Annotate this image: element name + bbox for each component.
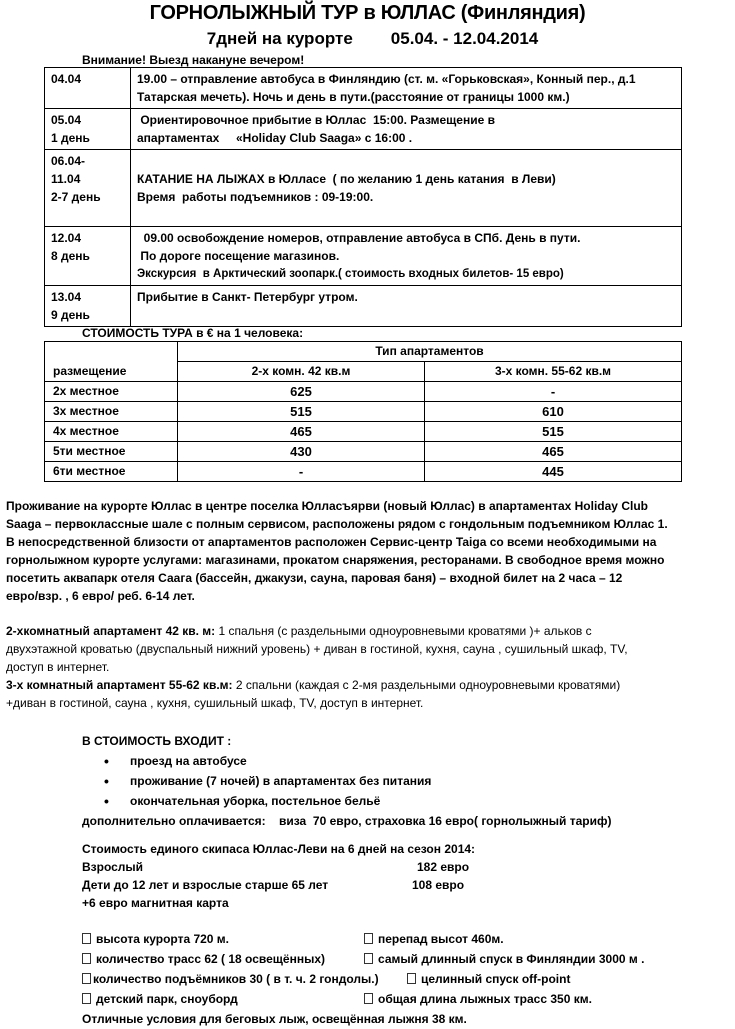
price-cell: 515	[425, 422, 682, 442]
fact-text: высота курорта 720 м.	[96, 932, 230, 946]
apt2-text: 1 спальня (с раздельными одноуровневыми кроватями )+ альков с	[215, 624, 592, 638]
fact-text: целинный спуск off-point	[421, 972, 571, 986]
checkbox-glyph-icon	[82, 993, 91, 1004]
itinerary-description	[131, 68, 682, 109]
row-header-label: размещение	[53, 364, 127, 378]
departure-warning: Внимание! Выезд накануне вечером!	[82, 53, 305, 67]
list-item: • проезд на автобусе	[82, 751, 611, 771]
checkbox-glyph-icon	[364, 953, 373, 964]
day-line: 2-7 день	[51, 190, 101, 204]
description-line: КАТАНИЕ НА ЛЫЖАХ в Юлласе ( по желанию 1 день катания в Леви)	[137, 172, 556, 186]
apt3-line	[6, 676, 726, 694]
skipass-title: Стоимость единого скипаса Юллас-Леви на 6 дней на сезон 2014:	[82, 842, 476, 856]
apt2-text: доступ в интернет.	[6, 660, 110, 674]
date-line: 05.04	[51, 113, 82, 127]
table-row	[45, 68, 682, 109]
description-line: 19.00 – отправление автобуса в Финляндию (ст. м. «Горьковская», Конный пер., д.1	[137, 72, 636, 86]
facts-row	[82, 989, 722, 1009]
extra-costs: дополнительно оплачивается: виза 70 евро, страховка 16 евро( горнолыжный тариф)	[82, 814, 612, 828]
column-header-label: 3-х комн. 55-62 кв.м	[494, 364, 612, 378]
facts-row	[82, 949, 722, 969]
apt3-text: 2 спальни (каждая с 2-мя раздельными одноуровневыми кроватями)	[232, 678, 621, 692]
checkbox-glyph-icon	[82, 973, 91, 984]
column-header	[425, 362, 682, 382]
price-cell: 445	[425, 462, 682, 482]
description-line: Прибытие в Санкт- Петербург утром.	[137, 290, 358, 304]
accommodation-paragraph	[6, 497, 726, 605]
apartments-description	[6, 622, 726, 712]
fact-text: перепад высот 460м.	[378, 932, 504, 946]
table-row	[45, 382, 682, 402]
row-header-cell	[45, 342, 178, 382]
price-cell: 515	[178, 402, 425, 422]
date-line: 06.04-	[51, 154, 86, 168]
description-line: Экскурсия в Арктический зоопарк.( стоимость входных билетов- 15 евро)	[137, 268, 564, 280]
price-caption: СТОИМОСТЬ ТУРА в € на 1 человека:	[82, 326, 304, 340]
resort-facts	[82, 929, 722, 1029]
child-price: 108 евро	[412, 878, 465, 892]
price-cell: 610	[425, 402, 682, 422]
fact-text: количество подъёмников 30 ( в т. ч. 2 гондолы.)	[93, 972, 379, 986]
checkbox-glyph-icon	[82, 933, 91, 944]
checkbox-glyph-icon	[407, 973, 416, 984]
table-row	[45, 150, 682, 227]
table-row	[45, 227, 682, 286]
row-label: 6ти местное	[45, 462, 178, 482]
table-header-row	[45, 342, 682, 362]
date-line: 04.04	[51, 72, 82, 86]
checkbox-glyph-icon	[82, 953, 91, 964]
group-header-cell	[178, 342, 682, 362]
fact-text: детский парк, сноуборд	[96, 992, 238, 1006]
checkbox-glyph-icon	[364, 933, 373, 944]
description-line: По дороге посещение магазинов.	[137, 249, 340, 263]
description-line: Ориентировочное прибытие в Юллас 15:00. Размещение в	[137, 113, 495, 127]
adult-price: 182 евро	[417, 860, 470, 874]
apt3-label: 3-х комнатный апартамент 55-62 кв.м:	[6, 678, 233, 692]
facts-footer: Отличные условия для беговых лыж, освещённая лыжня 38 км.	[82, 1012, 467, 1026]
price-cell: -	[178, 462, 425, 482]
paragraph-line: посетить аквапарк отеля Саага (бассейн, джакузи, сауна, паровая баня) – входной билет на 2 часа – 12	[6, 571, 623, 585]
list-item: • окончательная уборка, постельное бельё	[82, 791, 611, 811]
itinerary-description	[131, 227, 682, 286]
table-row	[45, 422, 682, 442]
apt2-line	[6, 622, 726, 640]
row-label: 4х местное	[45, 422, 178, 442]
description-line: апартаментах «Holiday Club Saaga» с 16:00 .	[137, 131, 413, 145]
price-table	[44, 341, 682, 482]
price-cell: 465	[425, 442, 682, 462]
description-line: Татарская мечеть). Ночь и день в пути.(расстояние от границы 1000 км.)	[137, 90, 570, 104]
day-line: 1 день	[51, 131, 90, 145]
apt3-text: +диван в гостиной, сауна , кухня, сушильный шкаф, TV, доступ в интернет.	[6, 696, 424, 710]
child-label: Дети до 12 лет и взрослые старше 65 лет	[82, 878, 329, 892]
paragraph-line: евро/взр. , 6 евро/ реб. 6-14 лет.	[6, 589, 195, 603]
itinerary-date	[45, 286, 131, 327]
facts-row	[82, 929, 722, 949]
day-line: 9 день	[51, 308, 90, 322]
skipass-adult-row	[82, 858, 475, 876]
included-list	[82, 751, 611, 811]
itinerary-description	[131, 150, 682, 227]
included-section	[82, 731, 611, 831]
price-cell: 625	[178, 382, 425, 402]
price-cell: 430	[178, 442, 425, 462]
apt2-text: двухэтажной кроватью (двуспальный нижний уровень) + диван в гостиной, кухня, сауна , сушильный шкаф, TV,	[6, 642, 628, 656]
paragraph-line: Saaga – первоклассные шале с полным сервисом, расположены рядом с гондольным подъемником Юллас 1.	[6, 517, 668, 531]
itinerary-description	[131, 109, 682, 150]
table-row	[45, 286, 682, 327]
date-line: 13.04	[51, 290, 82, 304]
itinerary-date	[45, 109, 131, 150]
row-label: 3х местное	[45, 402, 178, 422]
itinerary-description	[131, 286, 682, 327]
itinerary-date	[45, 150, 131, 227]
apt2-label: 2-хкомнатный апартамент 42 кв. м:	[6, 624, 216, 638]
date-line: 12.04	[51, 231, 82, 245]
table-row	[45, 109, 682, 150]
subtitle-days: 7дней на курорте	[206, 29, 353, 48]
fact-text: количество трасс 62 ( 18 освещённых)	[96, 952, 326, 966]
group-header-label: Тип апартаментов	[375, 344, 484, 358]
date-line: 11.04	[51, 172, 81, 186]
day-line: 8 день	[51, 249, 90, 263]
magnetic-card-note: +6 евро магнитная карта	[82, 896, 229, 910]
included-title: В СТОИМОСТЬ ВХОДИТ :	[82, 734, 232, 748]
table-row	[45, 462, 682, 482]
description-line: Время работы подъемников : 09-19:00.	[137, 190, 374, 204]
itinerary-date	[45, 227, 131, 286]
facts-row	[82, 969, 722, 989]
row-label: 5ти местное	[45, 442, 178, 462]
adult-label: Взрослый	[82, 860, 144, 874]
subtitle-dates: 05.04. - 12.04.2014	[390, 29, 539, 48]
price-cell: -	[425, 382, 682, 402]
table-row	[45, 402, 682, 422]
paragraph-line: Проживание на курорте Юллас в центре поселка Юлласъярви (новый Юллас) в апартаментах Holiday Club	[6, 499, 648, 513]
page-subtitle	[0, 29, 735, 49]
row-label: 2х местное	[45, 382, 178, 402]
list-item: • проживание (7 ночей) в апартаментах без питания	[82, 771, 611, 791]
fact-text: общая длина лыжных трасс 350 км.	[378, 992, 592, 1006]
paragraph-line: В непосредственной близости от апартаментов расположен Сервис-центр Taiga со всеми необходимыми на	[6, 535, 657, 549]
page-title: ГОРНОЛЫЖНЫЙ ТУР в ЮЛЛАС (Финляндия)	[149, 2, 586, 24]
paragraph-line: горнолыжном курорте услугами: магазинами, прокатом снаряжения, ресторанами. В свободное время можно	[6, 553, 665, 567]
skipass-child-row	[82, 876, 475, 894]
table-row	[45, 442, 682, 462]
price-cell: 465	[178, 422, 425, 442]
fact-text: самый длинный спуск в Финляндии 3000 м .	[378, 952, 645, 966]
description-line: 09.00 освобождение номеров, отправление автобуса в СПб. День в пути.	[137, 231, 581, 245]
checkbox-glyph-icon	[364, 993, 373, 1004]
itinerary-table	[44, 67, 682, 327]
column-header	[178, 362, 425, 382]
column-header-label: 2-х комн. 42 кв.м	[251, 364, 351, 378]
skipass-section	[82, 840, 475, 912]
itinerary-date	[45, 68, 131, 109]
